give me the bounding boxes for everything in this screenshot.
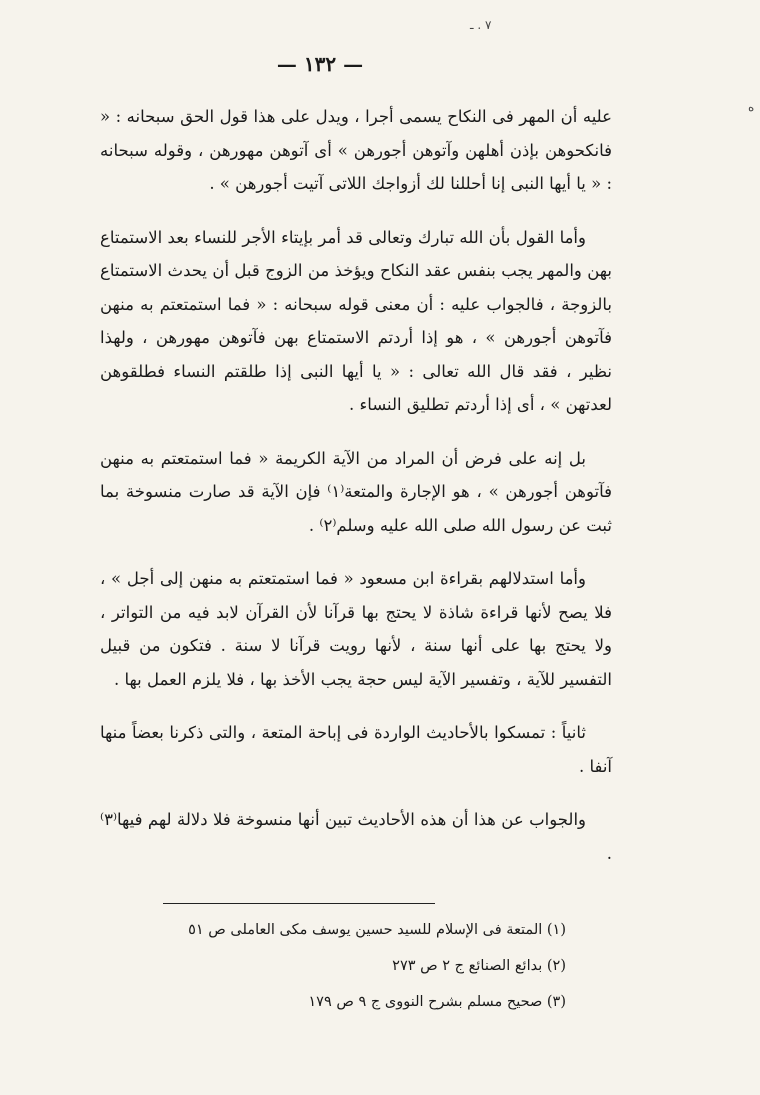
footnote-3: (٣) صحيح مسلم بشرح النووى ج ٩ ص ١٧٩	[308, 994, 566, 1010]
top-mark: ٧ . ـ	[470, 18, 492, 32]
footnote-1: (١) المتعة فى الإسلام للسيد حسين يوسف مكى العاملى ص ٥١	[188, 922, 566, 938]
footnotes	[160, 912, 566, 1020]
paragraph-1: عليه أن المهر فى النكاح يسمى أجرا ، ويدل على هذا قول الحق سبحانه : « فانكحوهن بإذن أهلهن وآتوهن أجورهن » أى آتوهن مهورهن ، وقوله سبحانه : « يا أيها النبى إنا أحللنا لك أزواجك اللاتى آتيت أجورهن » .	[100, 107, 612, 193]
paragraph-2: وأما القول بأن الله تبارك وتعالى قد أمر بإيتاء الأجر للنساء بعد الاستمتاع بهن والمهر يجب بنفس عقد النكاح ويؤخذ من الزوج قبل أن يحدث الاستمتاع بالزوجة ، فالجواب عليه : أن معنى قوله سبحانه : « فما استمتعتم به منهن فآتوهن أجورهن » ، هو إذا أردتم الاستمتاع بهن فآتوهن مهورهن ، ولهذا نظير ، فقد قال الله تعالى : « يا أيها النبى إذا طلقتم النساء فطلقوهن لعدتهن » ، أى إذا أردتم تطليق النساء .	[100, 227, 612, 414]
edge-mark: ه	[748, 100, 755, 114]
paragraph-3: بل إنه على فرض أن المراد من الآية الكريمة « فما استمتعتم به منهن فآتوهن أجورهن » ، هو الإجارة والمتعة⁽١⁾ فإن الآية قد صارت منسوخة بما ثبت عن رسول الله صلى الله عليه وسلم⁽٢⁾ .	[100, 448, 612, 535]
page-number: — ١٣٢ —	[276, 52, 364, 76]
footnote-2: (٢) بدائع الصنائع ج ٢ ص ٢٧٣	[392, 958, 566, 974]
paragraph-4: وأما استدلالهم بقراءة ابن مسعود « فما استمتعتم به منهن إلى أجل » ، فلا يصح لأنها قراءة شاذة لا يحتج بها قرآنا لأن القرآن لابد فيه من التواتر ، ولا يحتج بها على أنها سنة ، لأنها رويت قرآنا لا سنة . فتكون من قبيل التفسير للآية ، وتفسير الآية ليس حجة يجب الأخذ بها ، فلا يلزم العمل بها .	[100, 569, 612, 689]
body-text	[100, 100, 612, 890]
footnote-divider	[163, 903, 435, 904]
paragraph-6: والجواب عن هذا أن هذه الأحاديث تبين أنها منسوخة فلا دلالة لهم فيها⁽٣⁾ .	[100, 810, 612, 863]
paragraph-5: ثانياً : تمسكوا بالأحاديث الواردة فى إباحة المتعة ، والتى ذكرنا بعضاً منها آنفا .	[100, 723, 612, 776]
